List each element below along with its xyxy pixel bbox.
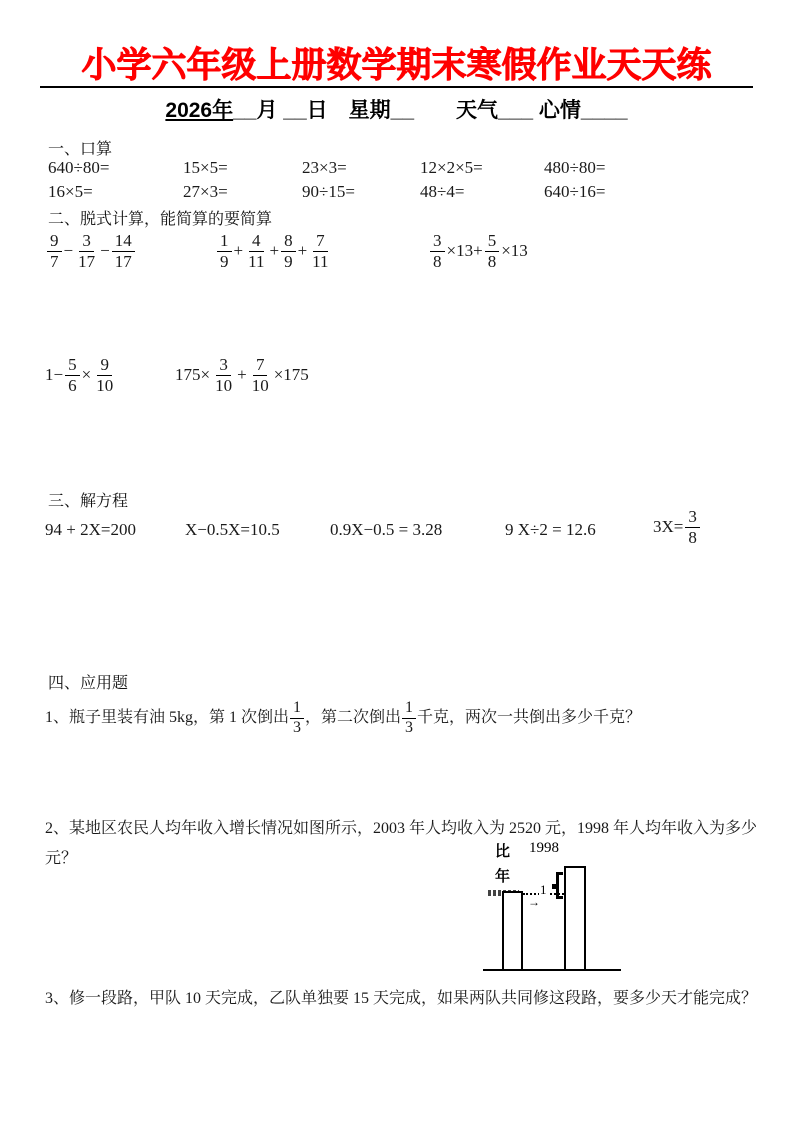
expression-text: ×13+ <box>446 241 483 261</box>
calc-expression-3 <box>428 232 528 271</box>
expression-text: 3X= <box>653 517 684 537</box>
fraction-denominator: 10 <box>96 375 114 395</box>
oral-problem: 12×2×5= <box>420 158 483 177</box>
fraction-denominator: 7 <box>50 251 59 271</box>
title-divider <box>40 86 753 88</box>
fraction <box>112 232 135 271</box>
calc-expression-1 <box>45 232 137 271</box>
fraction-denominator: 9 <box>220 251 229 271</box>
fraction <box>93 356 116 395</box>
figure-label-bi: 比 <box>495 843 511 860</box>
section-4-heading: 四、应用题 <box>48 675 129 692</box>
fraction-denominator: 8 <box>433 251 442 271</box>
fraction-numerator: 3 <box>216 356 231 376</box>
oral-problem: 27×3= <box>183 182 228 201</box>
expression-text: ×175 <box>273 365 309 385</box>
fraction-numerator: 4 <box>249 232 264 252</box>
date-year: 2026年 <box>165 99 234 122</box>
fraction-numerator: 8 <box>281 232 296 252</box>
fraction <box>485 232 500 271</box>
figure-label-one: 1 <box>540 882 547 897</box>
section-1-heading: 一、口算 <box>48 141 113 158</box>
oral-problem: 15×5= <box>183 158 228 177</box>
fraction-denominator: 8 <box>688 527 697 547</box>
fraction-numerator: 9 <box>47 232 62 252</box>
fraction-numerator: 7 <box>313 232 328 252</box>
figure-label-1998: 1998 <box>529 840 559 856</box>
oral-problem: 16×5= <box>48 182 93 201</box>
expression-text: ×13 <box>501 241 528 261</box>
fraction-numerator: 3 <box>79 232 94 252</box>
equation-5 <box>653 508 702 547</box>
oral-problem: 48÷4= <box>420 182 465 201</box>
expression-text: + <box>233 241 244 261</box>
oral-problem: 480÷80= <box>544 158 606 177</box>
fraction <box>281 232 296 271</box>
oral-problem: 640÷80= <box>48 158 110 177</box>
fraction-numerator: 3 <box>685 508 700 528</box>
fraction <box>290 700 304 737</box>
fraction-denominator: 10 <box>215 375 233 395</box>
oral-problem: 23×3= <box>302 158 347 177</box>
expression-text: − <box>100 241 110 261</box>
expression-text: ，第二次倒出 <box>305 708 402 726</box>
fraction <box>309 232 331 271</box>
fraction-numerator: 1 <box>402 700 416 719</box>
expression-text: × <box>81 365 92 385</box>
equation-2: X−0.5X=10.5 <box>185 520 280 539</box>
bar-1998 <box>502 891 523 971</box>
calc-expression-4 <box>45 356 118 395</box>
bar-2003 <box>564 866 586 971</box>
figure-baseline <box>483 969 621 971</box>
fraction-numerator: 14 <box>112 232 135 252</box>
fraction-numerator: 9 <box>97 356 112 376</box>
fraction-denominator: 3 <box>405 718 414 736</box>
oral-problem: 90÷15= <box>302 182 355 201</box>
fraction <box>212 356 235 395</box>
fraction <box>245 232 267 271</box>
right-arrow-icon: → <box>528 895 540 909</box>
expression-text: + <box>237 365 247 385</box>
date-line <box>0 94 793 124</box>
fraction-numerator: 5 <box>485 232 500 252</box>
fraction <box>430 232 445 271</box>
calc-expression-5 <box>175 356 309 395</box>
expression-text: 千克，两次一共倒出多少千克？ <box>417 708 642 726</box>
fraction-numerator: 1 <box>217 232 232 252</box>
calc-expression-2 <box>215 232 334 271</box>
section-3-heading: 三、解方程 <box>48 493 129 510</box>
section-2-heading: 二、脱式计算，能简算的要简算 <box>48 211 273 228</box>
fraction-denominator: 9 <box>284 251 293 271</box>
expression-text: 1、瓶子里装有油 5kg，第 1 次倒出 <box>45 708 290 726</box>
oral-row-1 <box>48 158 758 178</box>
fraction-denominator: 3 <box>293 718 302 736</box>
oral-problem: 640÷16= <box>544 182 606 201</box>
fraction-denominator: 11 <box>248 251 265 271</box>
fraction <box>65 356 80 395</box>
date-blanks: __月 __日 星期__ 天气___ 心情____ <box>233 99 628 122</box>
bracket-nub <box>552 884 559 889</box>
fraction-denominator: 11 <box>312 251 329 271</box>
expression-text: 1− <box>45 365 64 385</box>
expression-text: 175× <box>175 365 211 385</box>
word-problem-2: 2、某地区农民人均年收入增长情况如图所示，2003 年人均收入为 2520 元，1998 年人均年收入为多少元？ <box>45 820 758 867</box>
fraction <box>402 700 416 737</box>
fraction <box>47 232 62 271</box>
oral-row-2 <box>48 182 758 202</box>
fraction-numerator: 5 <box>65 356 80 376</box>
income-bar-figure <box>483 838 623 975</box>
fraction <box>249 356 272 395</box>
expression-text: − <box>63 241 74 261</box>
fraction-numerator: 3 <box>430 232 445 252</box>
word-problem-3: 3、修一段路，甲队 10 天完成，乙队单独要 15 天完成，如果两队共同修这段路，要多少天才能完成？ <box>45 990 758 1007</box>
figure-label-nian: 年 <box>495 868 511 885</box>
fraction-denominator: 17 <box>114 251 132 271</box>
expression-text: + <box>269 241 280 261</box>
fraction <box>75 232 98 271</box>
expression-text: + <box>297 241 308 261</box>
fraction-numerator: 7 <box>253 356 268 376</box>
fraction-denominator: 10 <box>251 375 269 395</box>
fraction-numerator: 1 <box>290 700 304 719</box>
equation-1: 94 + 2X=200 <box>45 520 136 539</box>
fraction-denominator: 17 <box>78 251 96 271</box>
fraction <box>217 232 232 271</box>
equation-4: 9 X÷2 = 12.6 <box>505 520 596 539</box>
page-title: 小学六年级上册数学期末寒假作业天天练 <box>81 46 712 85</box>
word-problem-1 <box>45 700 757 737</box>
fraction-denominator: 8 <box>487 251 497 271</box>
fraction-denominator: 6 <box>68 375 77 395</box>
equation-3: 0.9X−0.5 = 3.28 <box>330 520 443 539</box>
fraction <box>685 508 700 547</box>
